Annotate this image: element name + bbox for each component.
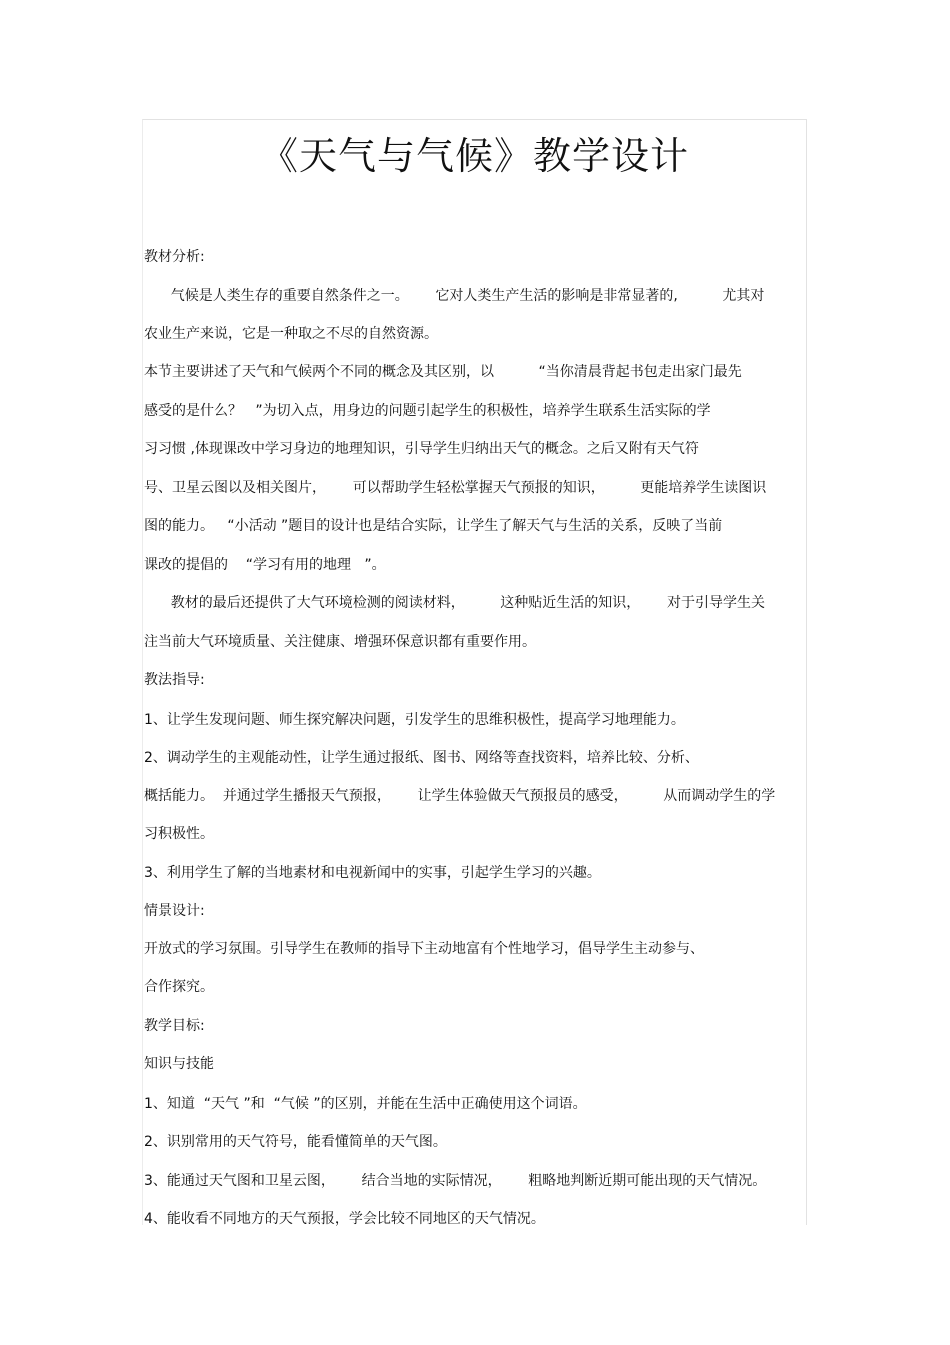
list-item: 2、识别常用的天气符号，能看懂简单的天气图。 [144, 1134, 447, 1150]
paragraph-line: 本节主要讲述了天气和气候两个不同的概念及其区别，以 “当你清晨背起书包走出家门最先 [144, 364, 742, 380]
paragraph-line: 图的能力。 “小活动 ”题目的设计也是结合实际，让学生了解天气与生活的关系，反映了当前 [144, 518, 723, 534]
paragraph-line: 概括能力。 并通过学生播报天气预报， 让学生体验做天气预报员的感受， 从而调动学生的学 [144, 788, 776, 804]
document-title: 《天气与气候》教学设计 [259, 134, 689, 178]
page-frame [142, 119, 807, 1225]
paragraph-line: 气候是人类生存的重要自然条件之一。 它对人类生产生活的影响是非常显著的, 尤其对 [144, 288, 765, 304]
paragraph-line: 教材的最后还提供了大气环境检测的阅读材料， 这种贴近生活的知识， 对于引导学生关 [144, 595, 766, 611]
list-item: 1、知道 “天气 ”和 “气候 ”的区别，并能在生活中正确使用这个词语。 [144, 1096, 587, 1112]
list-item: 3、能通过天气图和卫星云图， 结合当地的实际情况， 粗略地判断近期可能出现的天气情况。 [144, 1173, 767, 1189]
section-heading-scenario-design: 情景设计: [144, 903, 205, 919]
paragraph-line: 感受的是什么？ ”为切入点，用身边的问题引起学生的积极性，培养学生联系生活实际的学 [144, 403, 711, 419]
list-item: 4、能收看不同地方的天气预报，学会比较不同地区的天气情况。 [144, 1211, 545, 1227]
section-heading-teaching-method: 教法指导: [144, 672, 205, 688]
paragraph-line: 习习惯 ,体现课改中学习身边的地理知识，引导学生归纳出天气的概念。之后又附有天气符 [144, 441, 699, 457]
list-item: 3、利用学生了解的当地素材和电视新闻中的实事，引起学生学习的兴趣。 [144, 865, 601, 881]
paragraph-line: 开放式的学习氛围。引导学生在教师的指导下主动地富有个性地学习，倡导学生主动参与、 [144, 941, 704, 957]
section-heading-teaching-goals: 教学目标: [144, 1018, 205, 1034]
list-item: 1、让学生发现问题、师生探究解决问题，引发学生的思维积极性，提高学习地理能力。 [144, 712, 685, 728]
paragraph-line: 合作探究。 [144, 979, 214, 995]
paragraph-line: 习积极性。 [144, 826, 214, 842]
subheading-knowledge-skills: 知识与技能 [144, 1056, 214, 1072]
paragraph-line: 注当前大气环境质量、关注健康、增强环保意识都有重要作用。 [144, 634, 536, 650]
paragraph-line: 课改的提倡的 “学习有用的地理 ”。 [144, 557, 386, 573]
list-item: 2、调动学生的主观能动性，让学生通过报纸、图书、网络等查找资料，培养比较、分析、 [144, 750, 699, 766]
paragraph-line: 农业生产来说，它是一种取之不尽的自然资源。 [144, 326, 438, 342]
section-heading-material-analysis: 教材分析: [144, 249, 205, 265]
paragraph-line: 号、卫星云图以及相关图片， 可以帮助学生轻松掌握天气预报的知识， 更能培养学生读图识 [144, 480, 767, 496]
